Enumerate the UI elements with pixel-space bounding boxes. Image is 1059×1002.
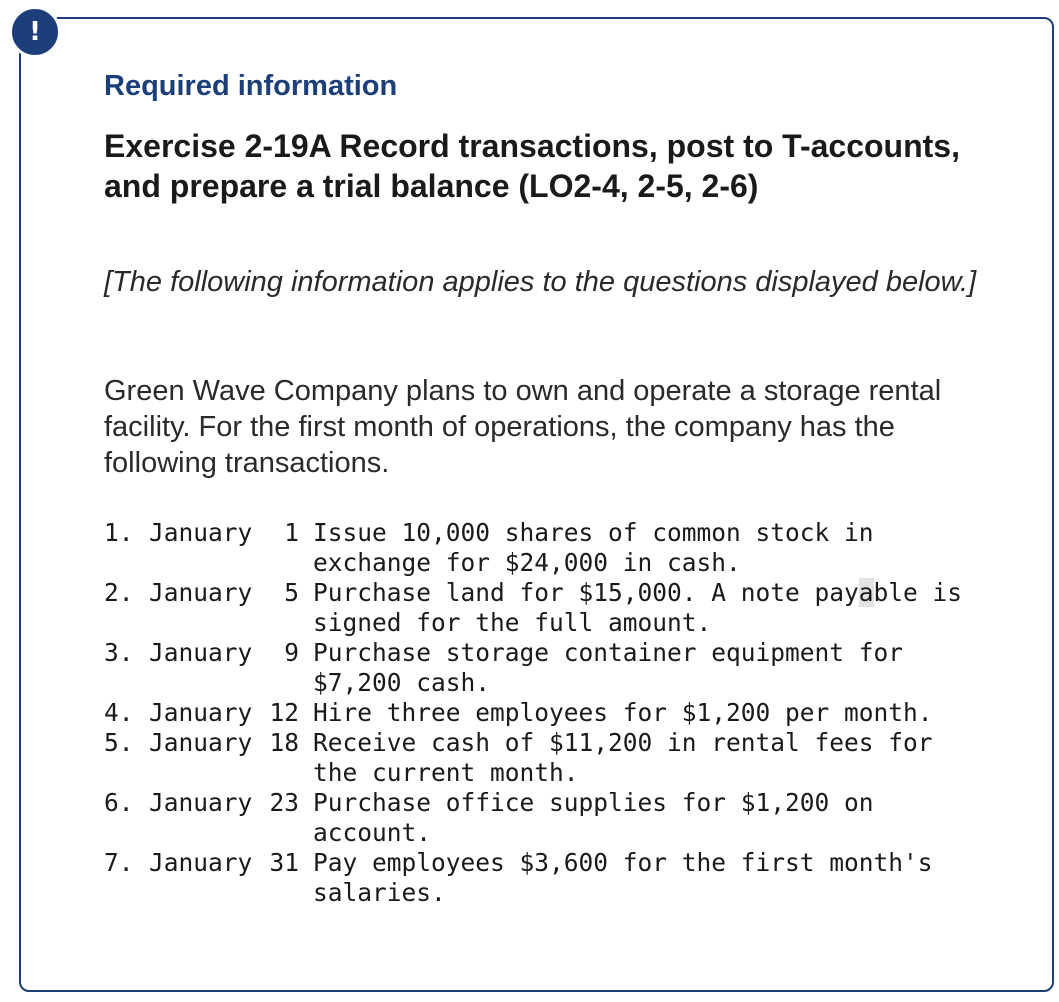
text-selection-highlight: a — [858, 578, 874, 607]
transaction-description: Issue 10,000 shares of common stock in exchange for $24,000 in cash. — [313, 518, 889, 577]
transaction-day: 12 — [269, 698, 299, 727]
description-part: ble is signed for the full amount. — [313, 578, 977, 637]
transaction-item — [104, 578, 977, 638]
transaction-number: 3. — [104, 638, 134, 667]
description-part: Purchase land for $15,000. A note pay — [313, 578, 859, 607]
transaction-item — [104, 518, 963, 578]
transaction-number: 6. — [104, 788, 134, 817]
transaction-description: Receive cash of $11,200 in rental fees for the current month. — [313, 728, 948, 787]
intro-paragraph: Green Wave Company plans to own and operate a storage rental facility. For the first month of operations, the company has the following transactions. — [104, 375, 942, 479]
transaction-item — [104, 638, 963, 698]
transaction-number: 4. — [104, 698, 134, 727]
transaction-description: Hire three employees for $1,200 per month. — [313, 698, 933, 727]
transaction-day: 1 — [284, 518, 299, 547]
transaction-description: Purchase office supplies for $1,200 on account. — [313, 788, 889, 847]
transaction-item — [104, 848, 963, 908]
transaction-month: January — [149, 848, 253, 877]
transaction-number: 1. — [104, 518, 134, 547]
transaction-number: 2. — [104, 578, 134, 607]
transaction-item — [104, 698, 963, 728]
transaction-item — [104, 788, 963, 848]
transaction-month: January — [149, 698, 253, 727]
transaction-month: January — [149, 788, 253, 817]
transaction-day: 5 — [284, 578, 299, 607]
transaction-day: 23 — [269, 788, 299, 817]
transaction-number: 5. — [104, 728, 134, 757]
transaction-day: 9 — [284, 638, 299, 667]
transaction-month: January — [149, 638, 253, 667]
alert-icon — [9, 6, 61, 58]
transaction-day: 18 — [269, 728, 299, 757]
transaction-description: Pay employees $3,600 for the first month's salaries. — [313, 848, 948, 907]
exercise-title: Exercise 2-19A Record transactions, post to T-accounts, and prepare a trial balance (LO2-4, 2-5, 2-6) — [104, 128, 960, 204]
transaction-month: January — [149, 728, 253, 757]
exclamation-glyph: ! — [29, 17, 41, 47]
transaction-month: January — [149, 518, 253, 547]
transaction-month: January — [149, 578, 253, 607]
transaction-description — [313, 578, 977, 638]
transaction-number: 7. — [104, 848, 134, 877]
transaction-item — [104, 728, 963, 788]
applies-note: [The following information applies to the questions displayed below.] — [104, 266, 977, 298]
transaction-day: 31 — [269, 848, 299, 877]
required-information-heading: Required information — [104, 70, 398, 102]
transaction-description: Purchase storage container equipment for $7,200 cash. — [313, 638, 918, 697]
transactions-list — [104, 518, 977, 908]
